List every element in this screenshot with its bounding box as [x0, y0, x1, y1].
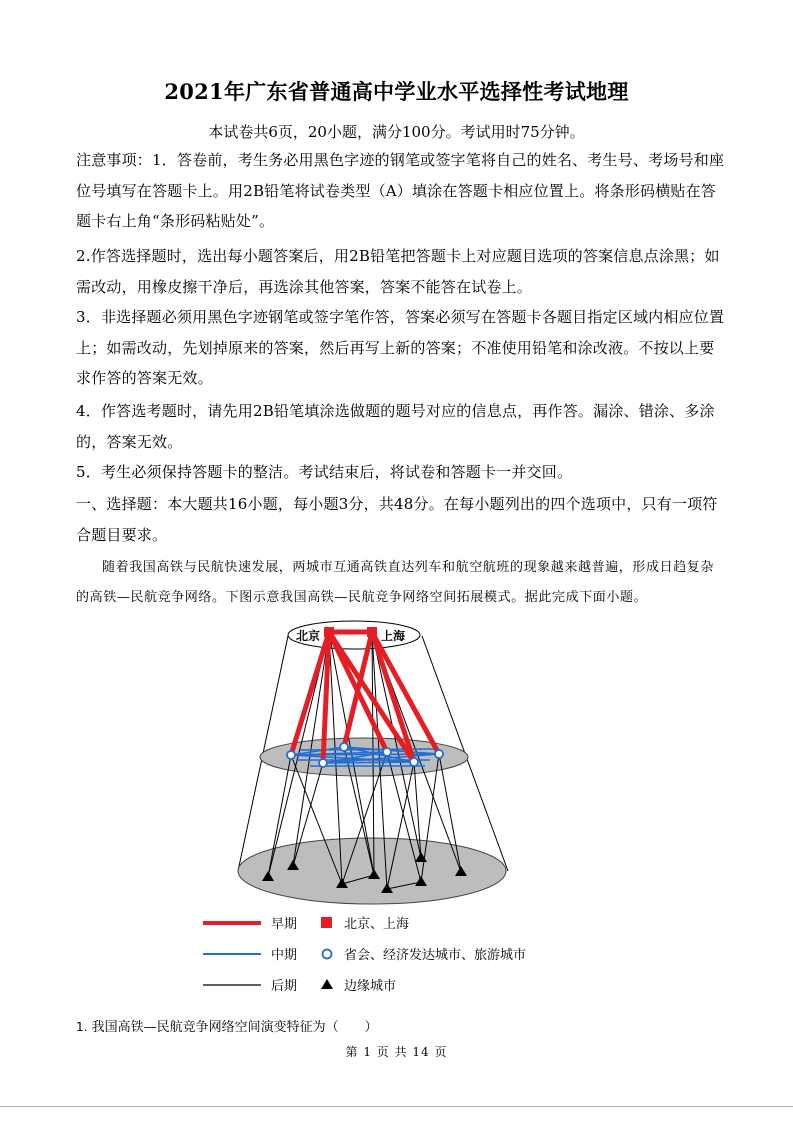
exam-info: 本试卷共6页，20小题，满分100分。考试用时75分钟。 — [208, 123, 585, 141]
note-1: 注意事项：1．答卷前，考生务必用黑色字迹的钢笔或签字笔将自己的姓名、考生号、考场号和座位号填写在答题卡上。用2B铅笔将试卷类型（A）填涂在答题卡相应位置上。将条形码横贴在答题卡右上角“条形码粘贴处”。 — [76, 151, 725, 230]
exam-title: 2021年广东省普通高中学业水平选择性考试地理 — [164, 79, 629, 104]
note-4: 4．作答选考题时，请先用2B铅笔填涂选做题的题号对应的信息点，再作答。漏涂、错涂、多涂的，答案无效。 — [76, 402, 715, 451]
beijing-square — [324, 627, 334, 637]
question-1 — [76, 1016, 378, 1035]
shanghai-label: 上海 — [381, 629, 406, 643]
bottom-plane — [238, 838, 506, 904]
legend-early-label: 早期 — [271, 917, 298, 932]
legend-circle-label: 省会、经济发达城市、旅游城市 — [344, 948, 527, 963]
legend-late-label: 后期 — [271, 979, 298, 994]
question-1-number: 1. — [76, 1020, 88, 1034]
legend-square-label: 北京、上海 — [344, 917, 410, 932]
section-heading: 一、选择题：本大题共16小题，每小题3分，共48分。在每小题列出的四个选项中，只有一项符合题目要求。 — [76, 495, 718, 544]
legend-triangle-label: 边缘城市 — [344, 979, 397, 994]
legend-middle-label: 中期 — [271, 948, 298, 963]
note-5: 5．考生必须保持答题卡的整洁。考试结束后，将试卷和答题卡一并交回。 — [76, 463, 573, 481]
page-footer: 第 1 页 共 14 页 — [345, 1045, 448, 1059]
material-text: 随着我国高铁与民航快速发展，两城市互通高铁直达列车和航空航班的现象越来越普遍，形成日趋复杂的高铁—民航竞争网络。下图示意我国高铁—民航竞争网络空间拓展模式。据此完成下面小题。 — [76, 560, 715, 605]
beijing-label: 北京 — [296, 629, 321, 643]
question-1-text: 我国高铁—民航竞争网络空间演变特征为（ ） — [91, 1020, 378, 1035]
bottom-rule — [0, 1106, 793, 1107]
note-3: 3．非选择题必须用黑色字迹钢笔或签字笔作答，答案必须写在答题卡各题目指定区域内相应位置上；如需改动，先划掉原来的答案，然后再写上新的答案；不准使用铅笔和涂改液。不按以上要求作答的答案无效。 — [76, 308, 725, 387]
legend-triangle — [321, 979, 333, 989]
legend-square — [321, 917, 332, 928]
shanghai-square — [367, 627, 377, 637]
note-2: 2.作答选择题时，选出每小题答案后，用2B铅笔把答题卡上对应题目选项的答案信息点涂黑；如需改动，用橡皮擦干净后，再选涂其他答案，答案不能答在试卷上。 — [76, 247, 720, 296]
legend-circle — [323, 950, 332, 959]
